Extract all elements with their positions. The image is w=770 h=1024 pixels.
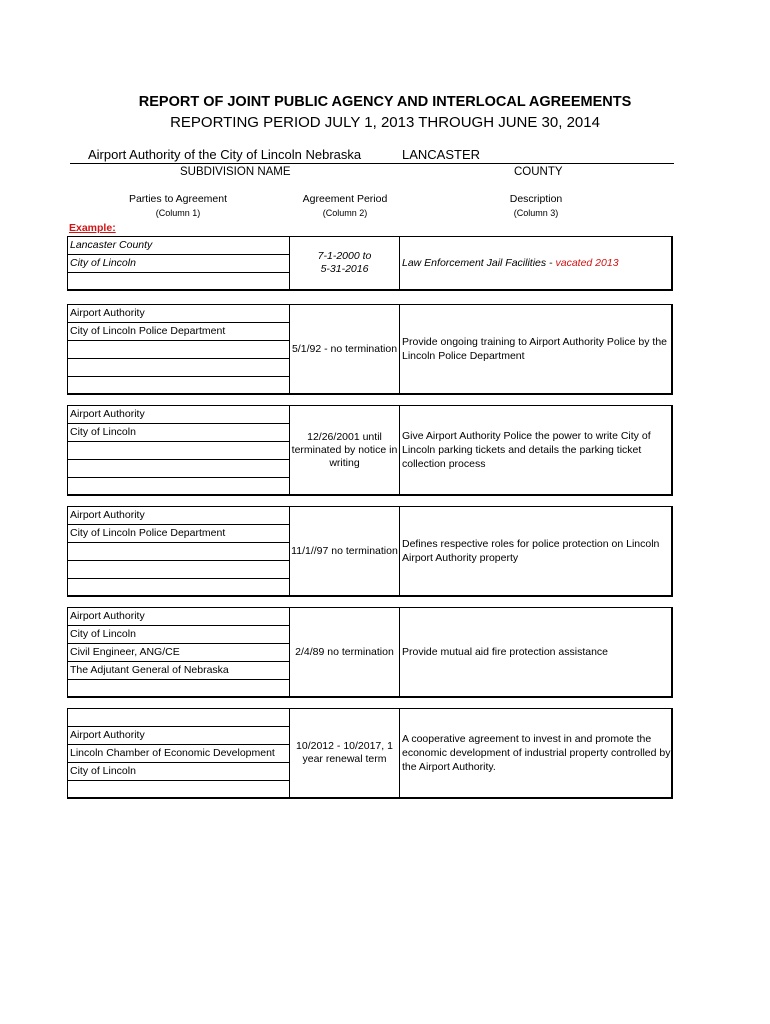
example-period-start: 7-1-2000 to xyxy=(317,250,372,262)
column2-header: Agreement Period xyxy=(302,193,388,205)
example-period xyxy=(290,237,400,289)
agreement-description-text: A cooperative agreement to invest in and promote the economic development of industrial property controlled by the Airport Authority. xyxy=(402,733,671,773)
column3-header: Description xyxy=(509,193,563,205)
party-row: Airport Authority xyxy=(68,727,289,745)
column1-sub: (Column 1) xyxy=(155,208,201,218)
agreement-block xyxy=(67,506,673,597)
agreement-description xyxy=(400,608,671,696)
example-agreement xyxy=(67,236,673,291)
report-title: REPORT OF JOINT PUBLIC AGENCY AND INTERLOCAL AGREEMENTS xyxy=(138,94,632,110)
agreement-parties xyxy=(68,709,290,797)
agreement-period xyxy=(290,305,400,393)
agreement-block xyxy=(67,304,673,395)
agreement-description-text: Defines respective roles for police protection on Lincoln Airport Authority property xyxy=(402,538,660,564)
party-row: City of Lincoln Police Department xyxy=(68,323,289,341)
party-row xyxy=(68,377,289,395)
reporting-period: REPORTING PERIOD JULY 1, 2013 THROUGH JUNE 30, 2014 xyxy=(170,114,600,131)
party-row: City of Lincoln xyxy=(68,424,289,442)
agreement-description-text: Provide ongoing training to Airport Authority Police by the Lincoln Police Department xyxy=(402,336,667,362)
agreement-period-text: 10/2012 - 10/2017, 1 year renewal term xyxy=(296,740,393,765)
divider xyxy=(70,163,674,164)
party-row: Airport Authority xyxy=(68,406,289,424)
example-label: Example: xyxy=(69,222,116,234)
party-row: Lancaster County xyxy=(68,237,289,255)
example-description-note: vacated 2013 xyxy=(555,257,619,269)
column1-header: Parties to Agreement xyxy=(128,193,228,205)
party-row xyxy=(68,341,289,359)
party-row xyxy=(68,478,289,496)
agreement-block xyxy=(67,607,673,698)
agreement-description xyxy=(400,507,671,595)
party-row: Airport Authority xyxy=(68,305,289,323)
agreement-period-text: 11/1//97 no termination xyxy=(291,544,398,557)
subdivision-name: Airport Authority of the City of Lincoln Nebraska xyxy=(88,147,362,162)
agreement-period-text: 12/26/2001 until terminated by notice in writing xyxy=(291,430,398,469)
party-row: Lincoln Chamber of Economic Development xyxy=(68,745,289,763)
county-label: COUNTY xyxy=(514,166,563,178)
party-row: City of Lincoln xyxy=(68,626,289,644)
subdivision-label: SUBDIVISION NAME xyxy=(180,166,291,178)
agreement-parties xyxy=(68,507,290,595)
party-row: City of Lincoln xyxy=(68,763,289,781)
agreement-block xyxy=(67,405,673,496)
party-row: Civil Engineer, ANG/CE xyxy=(68,644,289,662)
agreement-period-text: 2/4/89 no termination xyxy=(295,645,394,658)
party-row xyxy=(68,781,289,799)
example-description-text: Law Enforcement Jail Facilities - xyxy=(402,257,553,269)
agreement-description xyxy=(400,305,671,393)
party-row: The Adjutant General of Nebraska xyxy=(68,662,289,680)
party-row xyxy=(68,442,289,460)
agreement-period xyxy=(290,406,400,494)
agreement-parties xyxy=(68,608,290,696)
column3-sub: (Column 3) xyxy=(513,208,559,218)
party-row xyxy=(68,543,289,561)
party-row xyxy=(68,460,289,478)
example-parties xyxy=(68,237,290,289)
party-row xyxy=(68,680,289,698)
party-row: Airport Authority xyxy=(68,507,289,525)
agreement-description-text: Provide mutual aid fire protection assistance xyxy=(402,646,609,658)
agreement-period xyxy=(290,709,400,797)
example-description xyxy=(400,237,671,289)
agreement-description-text: Give Airport Authority Police the power to write City of Lincoln parking tickets and details the parking ticket collection process xyxy=(402,430,651,470)
agreement-description xyxy=(400,709,671,797)
party-row: City of Lincoln Police Department xyxy=(68,525,289,543)
party-row xyxy=(68,579,289,597)
party-row xyxy=(68,273,289,291)
agreement-description xyxy=(400,406,671,494)
agreement-parties xyxy=(68,305,290,393)
agreement-period xyxy=(290,507,400,595)
party-row: Airport Authority xyxy=(68,608,289,626)
example-period-end: 5-31-2016 xyxy=(320,263,369,275)
agreement-block xyxy=(67,708,673,799)
party-row: City of Lincoln xyxy=(68,255,289,273)
column2-sub: (Column 2) xyxy=(322,208,368,218)
party-row xyxy=(68,359,289,377)
agreement-period xyxy=(290,608,400,696)
party-row xyxy=(68,561,289,579)
agreement-parties xyxy=(68,406,290,494)
party-row xyxy=(68,709,289,727)
county-name: LANCASTER xyxy=(402,147,481,162)
agreement-period-text: 5/1/92 - no termination xyxy=(291,342,398,355)
